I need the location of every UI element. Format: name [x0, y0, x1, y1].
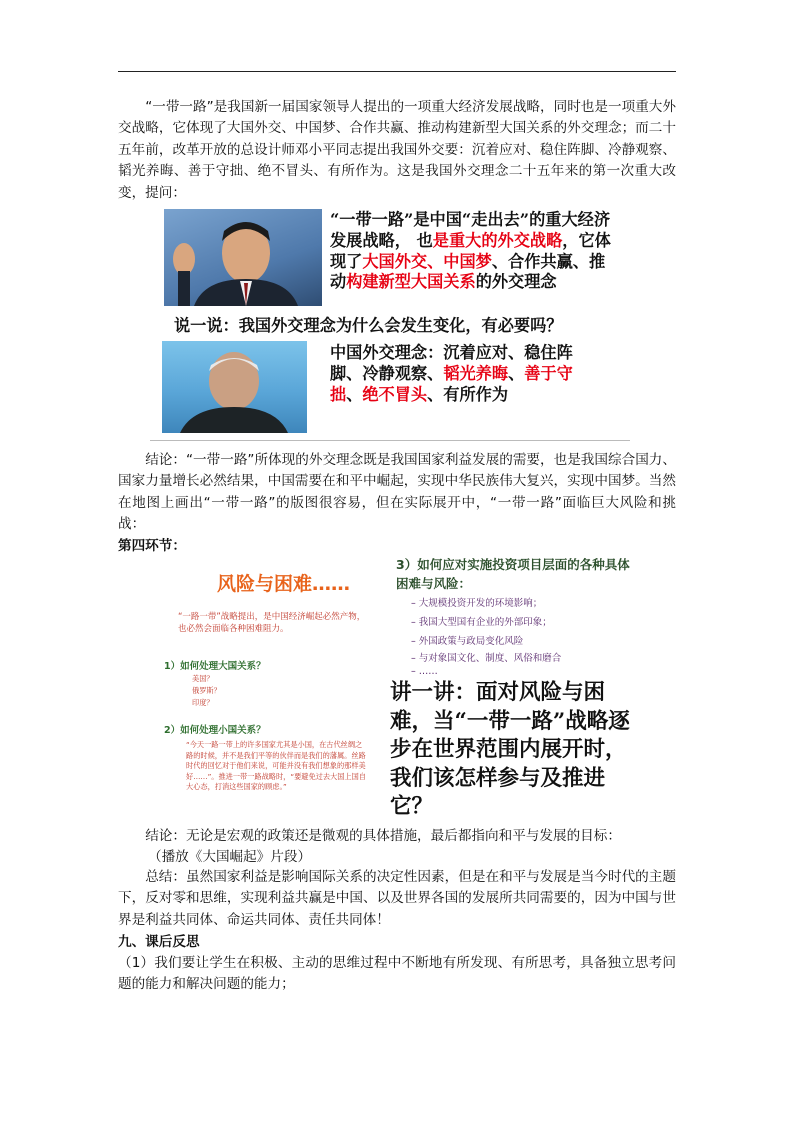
investment-risk-heading: 3）如何应对实施投资项目层面的各种具体困难与风险：	[396, 557, 630, 591]
section-4-heading: 第四环节：	[118, 538, 186, 554]
header-rule	[118, 71, 676, 72]
intro-paragraph: “一带一路”是我国新一届国家领导人提出的一项重大经济发展战略，同时也是一项重大外交战略，它体现了大国外交、中国梦、合作共赢、推动构建新型大国关系的外交理念；而二十五年前，改革开放的总设计师邓小平同志提出我国外交要：沉着应对、稳住阵脚、冷静观察、韬光养晦、善于守拙、绝不冒头、有所作为。这是我国外交理念二十五年来的第一次重大改变，提问：	[118, 99, 676, 201]
investment-risk-slide	[384, 553, 632, 683]
investment-risk-item: – 外国政策与政局变化风险	[411, 636, 524, 647]
separator-line	[150, 440, 630, 441]
quote-diplomacy-concept: 中国外交理念：沉着应对、稳住阵脚、冷静观察、韬光养晦、善于守拙、绝不冒头、有所作为	[330, 343, 573, 404]
conclusion-paragraph-2: 结论：无论是宏观的政策还是微观的具体措施，最后都指向和平与发展的目标：	[145, 828, 621, 844]
video-note: （播放《大国崛起》片段）	[148, 849, 312, 865]
investment-risk-item: – ……	[411, 666, 438, 677]
risk-slide-question-2: 2）如何处理小国关系？	[164, 725, 266, 736]
risk-slide-item-russia: 俄罗斯？	[192, 686, 221, 695]
summary-paragraph: 总结：虽然国家利益是影响国际关系的决定性因素，但是在和平与发展是当今时代的主题下，反对零和思维，实现利益共赢是中国、以及世界各国的发展所共同需要的，因为中国与世界是利益共同体、命运共同体、责任共同体！	[118, 869, 676, 928]
investment-risk-item: – 与对象国文化、制度、风俗和磨合	[411, 653, 562, 664]
leader-photo-1	[164, 209, 322, 306]
risk-slide-title: 风险与困难……	[217, 573, 351, 595]
discussion-prompt: 说一说：我国外交理念为什么会发生变化，有必要吗？	[174, 316, 563, 335]
risk-slide-lead: “一路一带”战略提出，是中国经济崛起必然产物，也必然会面临各种困难阻力。	[178, 612, 366, 634]
section-9-heading: 九、课后反思	[118, 934, 200, 950]
risk-slide-item-india: 印度？	[192, 698, 214, 707]
talk-prompt: 讲一讲：面对风险与困难，当“一带一路”战略逐步在世界范围内展开时，我们该怎样参与及推进它？	[390, 680, 630, 819]
risk-slide-item-usa: 美国？	[192, 674, 214, 683]
risk-slide-question-1: 1）如何处理大国关系？	[164, 661, 266, 672]
risk-slide-quote: “今天一路一带上的许多国家尤其是小国，在古代丝绸之路的时候，并不是我们平等的伙伴而是我们的藩属。丝路时代的回忆对于他们来说，可能并没有我们想象的那样美好……”。推进一带一路战略时，“要避免过去大国上国自大心态，打消这些国家的顾虑。”	[186, 740, 366, 791]
reflection-paragraph: （1）我们要让学生在积极、主动的思维过程中不断地有所发现、有所思考，具备独立思考问题的能力和解决问题的能力；	[118, 955, 676, 993]
investment-risk-item: – 大规模投资开发的环境影响；	[411, 598, 543, 609]
leader-photo-2	[162, 341, 307, 433]
investment-risk-item: – 我国大型国有企业的外部印象；	[411, 617, 552, 628]
conclusion-paragraph-1: 结论：“一带一路”所体现的外交理念既是我国国家利益发展的需要，也是我国综合国力、国家力量增长必然结果，中国需要在和平中崛起，实现中华民族伟大复兴，实现中国梦。当然在地图上画出“一带一路”的版图很容易，但在实际展开中，“一带一路”面临巨大风险和挑战：	[118, 452, 676, 533]
quote-one-belt-one-road: “一带一路”是中国“走出去”的重大经济发展战略， 也是重大的外交战略，它体现了大国外交、中国梦、合作共赢、推动构建新型大国关系的外交理念	[330, 210, 611, 292]
risk-slide	[148, 556, 372, 812]
